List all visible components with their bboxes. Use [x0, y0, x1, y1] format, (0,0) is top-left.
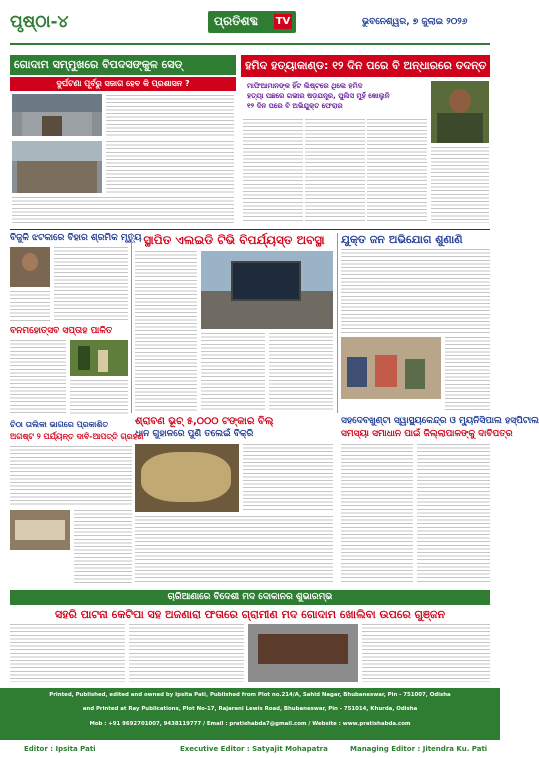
body-text: [445, 337, 490, 411]
story-van-mahotsav: [10, 326, 128, 416]
section-divider: [10, 229, 490, 230]
body-text: [305, 119, 365, 223]
photo-plantation: [70, 340, 128, 376]
body-text: [243, 444, 333, 512]
editor: Editor : Ipsita Pati: [24, 745, 96, 753]
imprint-line-1: Printed, Published, edited and owned by Ipsita Pati, Published from Plot no.214/A, Sahid Nagar, Bhubaneswar, Pin - 751007, Odisha: [49, 692, 451, 698]
story-health-centre: [341, 416, 539, 586]
body-text: [135, 251, 197, 411]
body-text: [10, 624, 125, 682]
subhead: ଧାନ ଗୁହାଳରେ ପୁଣି ତଲେଇଁ ବିକ୍ରି: [135, 429, 254, 439]
dateline: ଭୁବନେଶ୍ୱର, ୭ ଜୁଲାଇ ୨୦୨୬: [362, 17, 468, 27]
body-text: [74, 510, 132, 584]
photo-voter-list: [10, 510, 70, 550]
body-text: [367, 119, 427, 223]
photo-shed-2: [12, 141, 102, 193]
bullet-1: ମାଫିଆମାନଙ୍କ ହିଁଟ ଲିଷ୍ଟରେ ଥିଲେ ହମିଦ: [247, 82, 363, 90]
photo-rice-store: [135, 444, 239, 512]
headline: ଗୋଦାମ ସମ୍ମୁଖରେ ବିପଦସଙ୍କୁଳ ସେଡ୍: [14, 58, 183, 71]
body-text: [341, 249, 490, 333]
story-shravan-bill: [135, 416, 333, 586]
body-text: [106, 95, 234, 137]
page-label: ପୃଷ୍ଠା-୪: [10, 12, 69, 32]
subhead: ଅଗଷ୍ଟ ୨ ପର୍ଯ୍ୟନ୍ତ ଦାବି-ଆପତ୍ତି ଗ୍ରହଣ: [10, 432, 144, 441]
editor-bar: [0, 742, 500, 758]
headline-bar: [241, 55, 490, 77]
executive-editor: Executive Editor : Satyajit Mohapatra: [180, 745, 328, 753]
body-text: [106, 141, 234, 195]
body-text: [341, 444, 413, 584]
headline: ହମିଦ ହତ୍ୟାକାଣ୍ଡ: ୧୨ ଦିନ ପରେ ବି ଅନ୍ଧାରରେ ତଦନ୍ତ: [245, 59, 487, 72]
story-liquor-shop: [10, 590, 490, 684]
subhead: ସମସ୍ୟା ସମାଧାନ ପାଇଁ ଜିଲ୍ଲାପାଳଙ୍କୁ ଦାବିପତ୍ର: [341, 429, 513, 439]
headline-bar: [10, 590, 490, 605]
headline: ସହଦେବଖୁଣ୍ଟା ସ୍ୱାସ୍ଥ୍ୟକେନ୍ଦ୍ର ଓ ମ୍ୟୁନିସିପାଲ ହସ୍ପିଟାଲ: [341, 416, 539, 426]
body-text: [70, 380, 128, 414]
photo-worker: [10, 247, 50, 287]
headline: ଯୁକ୍ତ ଜନ ଅଭିଯୋଗ ଶୁଣାଣି: [341, 233, 463, 246]
logo-text: ପ୍ରତିଶବ୍ଦ: [214, 14, 259, 28]
photo-shed: [12, 94, 102, 136]
contact-line: Mob : +91 9692701007, 9438119777 / Email : pratishabda7@gmail.com / Website : www.pratishabda.com: [89, 721, 411, 727]
imprint-block: [0, 688, 500, 740]
headline: ବନମହୋତ୍ସବ ସପ୍ତାହ ପାଳିତ: [10, 326, 113, 336]
body-text: [201, 333, 265, 411]
photo-led-screen: [201, 251, 333, 329]
story-led-tv: [135, 233, 333, 413]
body-text: [431, 147, 489, 223]
masthead-rule: [10, 43, 490, 45]
subhead-bar: [10, 77, 236, 91]
body-text: [135, 516, 333, 584]
imprint-line-2: and Printed at Ray Publications, Plot No-17, Rajarani Lewis Road, Bhubaneswar, Pin - 751014, Khurda, Odisha: [82, 706, 418, 712]
headline: ଶ୍ରାବଣ ଭୂଚ୍ ୫,୦୦୦ ଟଙ୍କାର ବିଲ୍: [135, 416, 274, 427]
headline: ଚିଠା ତାଲିକା ଭାଗରେ ପ୍ରକାଶିତ: [10, 420, 109, 429]
headline-bar: [10, 55, 236, 75]
story-grievance-hearing: [341, 233, 490, 413]
photo-victim: [431, 81, 489, 143]
bullet-3: ୧୨ ଦିନ ପରେ ବି ଅଭିଯୁକ୍ତ ଫେରାର: [247, 102, 343, 110]
headline: ଚାରିଆଣାରେ ବିଦେଶୀ ମଦ ଦୋକାନର ଶୁଭାରମ୍ଭ: [167, 592, 333, 602]
column-rule: [337, 233, 338, 413]
subhead: ଦୁର୍ଘଟଣା ପୂର୍ବରୁ ସଜାଗ ହେବ କି ପ୍ରଶାସନ ?: [56, 79, 190, 88]
body-text: [10, 291, 50, 321]
body-text: [54, 247, 128, 321]
bullet-list: [247, 81, 427, 115]
body-text: [129, 624, 244, 682]
photo-hearing: [341, 337, 441, 399]
subhead: ସହରି ପାଟନା କେଟିପା ସହ ଅଜଣାରା ଫତାରେ ଗ୍ରାମୀଣ ମଦ ଗୋଦାମ ଖୋଲିବା ଉପରେ ଗୁଞ୍ଜନ: [54, 608, 446, 621]
story-shed-hazard: [10, 55, 236, 225]
story-worker-death: [10, 233, 142, 323]
body-text: [362, 624, 490, 682]
body-text: [12, 197, 234, 223]
body-text: [243, 119, 303, 223]
story-hamid-murder: [241, 55, 490, 225]
masthead: [0, 0, 500, 44]
masthead-logo: [208, 11, 296, 33]
photo-liquor-shop: [248, 624, 358, 682]
headline: ବିଜୁଳି ଝଟକାରେ ବିହାର ଶ୍ରମିକ ମୃତ୍ୟୁ: [10, 233, 142, 243]
managing-editor: Managing Editor : Jitendra Ku. Pati: [350, 745, 488, 753]
headline: ସ୍ଥାପିତ ଏଲଇଡି ଟିଭି ବିପର୍ଯ୍ୟସ୍ତ ଅବସ୍ଥା: [143, 233, 325, 247]
bullet-2: ହତ୍ୟା ପଛରେ ଗଭୀର ଷଡ଼ଯନ୍ତ୍ର, ପୁଲିସ ମୁହଁ ଖୋଲୁନି: [247, 92, 390, 100]
body-text: [10, 340, 66, 414]
story-voter-list: [10, 420, 144, 586]
body-text: [269, 333, 333, 411]
column-rule: [131, 233, 132, 413]
logo-tv-badge: TV: [275, 16, 291, 27]
body-text: [10, 446, 132, 506]
body-text: [417, 444, 490, 584]
